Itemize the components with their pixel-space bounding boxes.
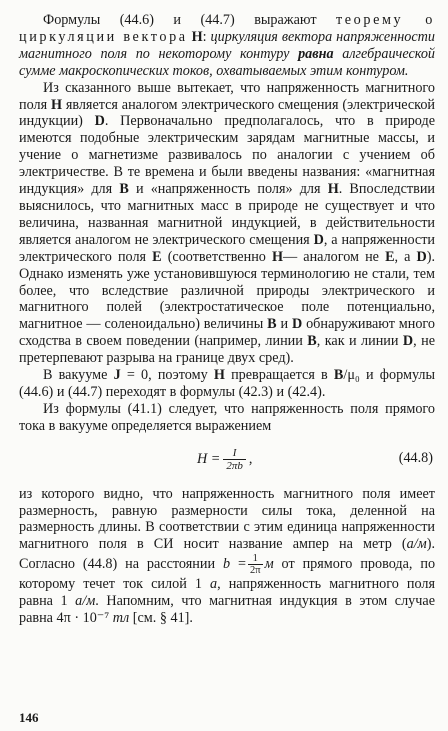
paragraph-straight-current <box>19 401 435 435</box>
unit-text: м <box>264 556 274 573</box>
text: = <box>237 556 246 573</box>
text: и <box>280 316 289 333</box>
text: : <box>202 28 207 45</box>
vector-symbol: D <box>291 316 303 333</box>
text: /μ₀ и формулы (44.6) и (44.7) переходят в формулы (42.3) и (42.4). <box>19 367 436 400</box>
vector-symbol: H <box>271 248 284 265</box>
equation-44-8 <box>19 438 435 484</box>
text: , напряженность магнитного поля равна 1 <box>19 576 435 610</box>
text-column <box>19 12 435 627</box>
vector-symbol: D <box>94 113 105 130</box>
text: , а напряженности электрического поля <box>19 231 435 265</box>
fraction-denominator: 2πb <box>223 459 246 472</box>
paragraph-vacuum <box>19 367 435 401</box>
text: обнаруживают много сходства в своем поведении (например, линии <box>19 316 435 350</box>
vector-symbol: D <box>313 231 324 248</box>
text: Из формулы (41.1) следует, что напряженность поля прямого тока в вакууме определяется выражением <box>19 400 435 434</box>
text: = 0, поэтому <box>126 367 208 384</box>
unit-text: а/м <box>75 593 96 610</box>
inline-fraction <box>248 553 263 576</box>
vector-symbol: B <box>267 316 277 333</box>
text: Формулы (44.6) и (44.7) выражают <box>43 12 317 28</box>
variable-symbol: b <box>222 556 231 573</box>
text: из которого видно, что напряженность магнитного поля имеет размерность, равную размерности силы тока, деленной на размерность длины. В соответствии с этим единица напряженности магнитного поля в СИ носит название ампер на метр ( <box>19 485 435 553</box>
text-bold-italic: равна <box>298 45 334 62</box>
vector-symbol: H <box>327 181 339 198</box>
fraction-numerator: I <box>232 446 237 459</box>
vector-symbol: J <box>113 367 121 384</box>
vector-symbol: B <box>333 367 344 384</box>
paragraph-units <box>19 486 435 627</box>
vector-symbol: D <box>402 333 414 350</box>
text: превращается в <box>231 367 328 384</box>
fraction-numerator: 1 <box>252 553 258 565</box>
text: . Впоследствии выяснилось, что магнитных масс в природе не существует и что величина, названная магнитной индукцией, в действительности является аналогом не электрического смещения <box>19 181 436 248</box>
vector-symbol: H <box>191 28 203 45</box>
paragraph-analogy <box>19 80 435 367</box>
text: Из сказанного выше вытекает, что напряженность магнитного поля <box>19 79 435 113</box>
fraction-denominator: 2π <box>250 565 261 577</box>
text: — аналогом не <box>283 248 379 265</box>
text: и «напряженность поля» для <box>135 181 321 198</box>
text-italic: циркуляция вектора напряженности магнитного поля по некоторому контуру <box>19 28 436 62</box>
text: . Первоначально предполагалось, что в природе имеются подобные электрическим зарядам магнитные массы, и учение о магнетизме развивалось по аналогии с учением об электричестве. В те времена и были введены названия: «магнитная индукция» для <box>19 113 436 198</box>
text: В вакууме <box>43 367 108 384</box>
text: , не претерпевают разрыва на границе двух сред). <box>19 333 436 367</box>
page-number: 146 <box>19 710 39 725</box>
text: ). Согласно (44.8) на расстоянии <box>19 536 435 573</box>
vector-symbol: H <box>50 96 62 113</box>
text: (соответственно <box>167 248 266 265</box>
paragraph-theorem <box>19 12 435 80</box>
vector-symbol: D <box>416 248 427 265</box>
text: от прямого провода, по которому течет ток силой 1 <box>19 556 436 593</box>
text: . Напомним, что магнитная индукция в этом случае равна 4π · 10⁻⁷ <box>19 593 436 627</box>
vector-symbol: E <box>152 248 162 265</box>
vector-symbol: B <box>307 333 317 350</box>
equation-number: (44.8) <box>398 449 433 466</box>
unit-text: а/м <box>406 536 427 553</box>
text-spaced: теорему о циркуляции вектора <box>19 12 435 45</box>
unit-text: тл <box>112 610 130 627</box>
text: , а <box>394 248 411 265</box>
text: [см. § 41]. <box>132 610 193 627</box>
text: , как и линии <box>316 333 399 350</box>
equation-lhs: H = <box>197 450 221 467</box>
equation-formula <box>197 447 252 472</box>
text: ). Однако изменять уже установившуюся терминологию не стали, тем более, что вследствие различной природы электрического и магнитного полей (электростатическое поле потенциально, магнитное — соленоидально) величины <box>19 248 436 333</box>
text: является аналогом электрического смещения (электрической индукции) <box>19 96 436 130</box>
equation-comma: , <box>248 450 253 467</box>
equation-fraction <box>223 447 246 472</box>
vector-symbol: H <box>213 367 225 384</box>
unit-text: а <box>210 576 218 593</box>
vector-symbol: E <box>385 248 395 265</box>
vector-symbol: B <box>119 181 129 198</box>
text-italic: алгебраической сумме макроскопических токов, охватываемых этим контуром. <box>19 45 436 79</box>
